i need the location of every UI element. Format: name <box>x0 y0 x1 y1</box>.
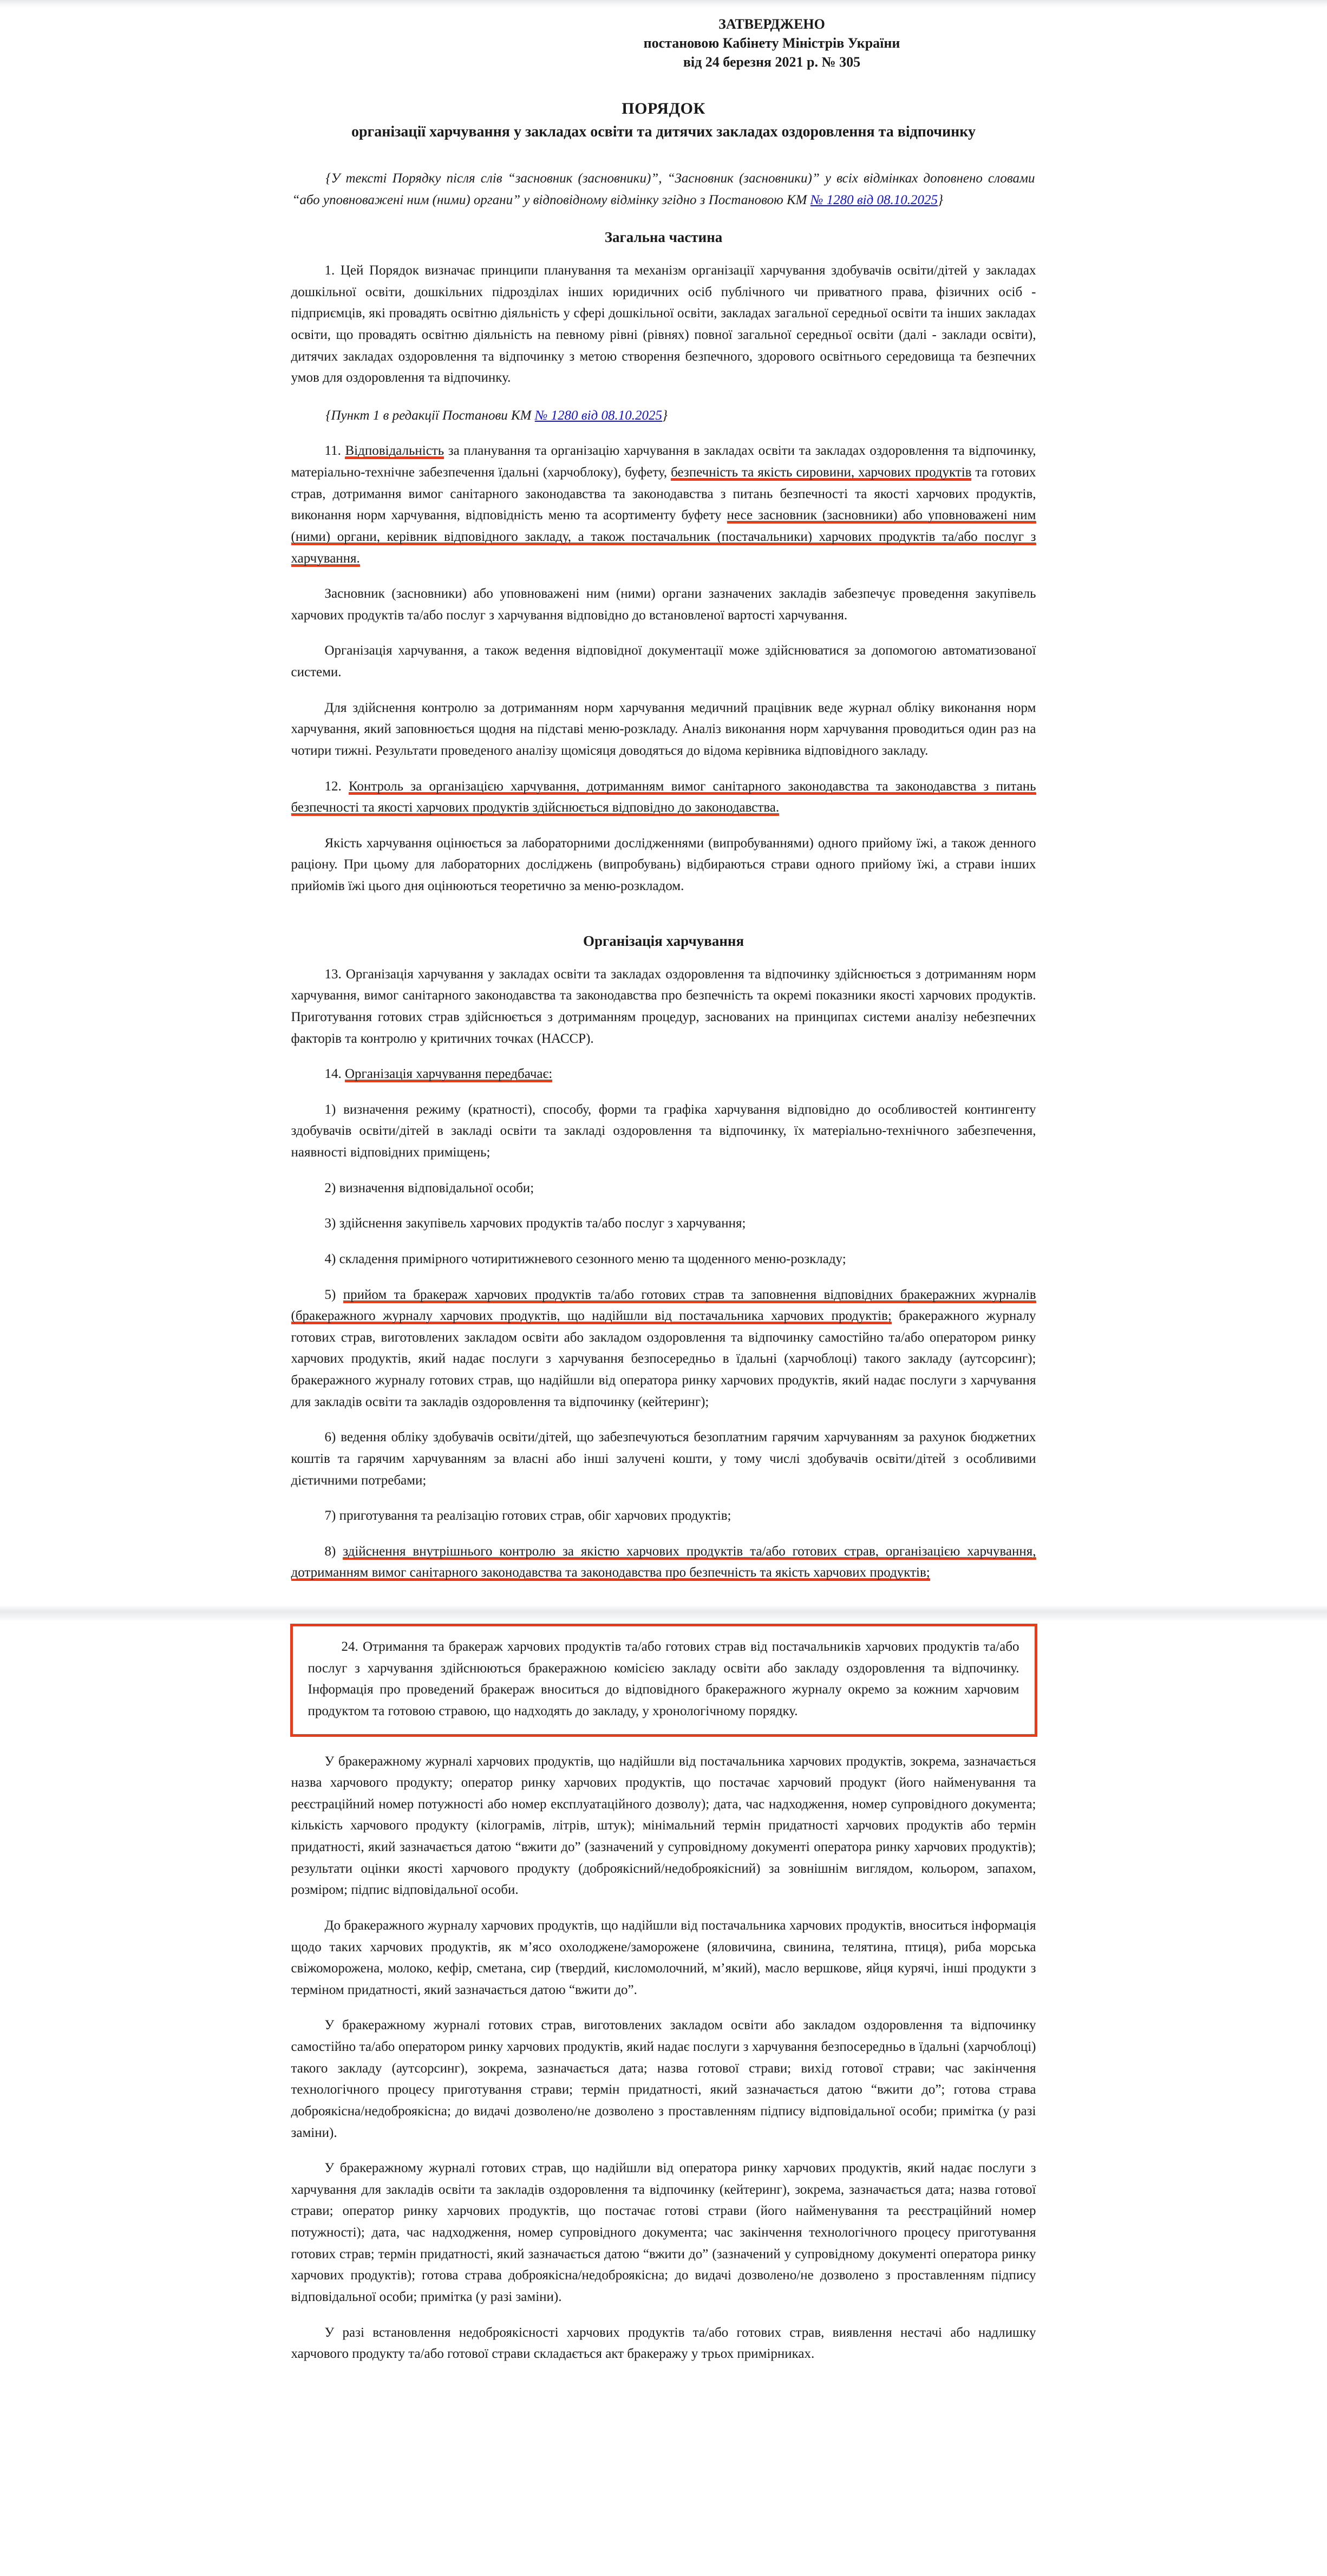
page-subtitle: організації харчування у закладах освіти та дитячих закладах оздоровлення та відпочинку <box>351 123 976 141</box>
list-item-8 <box>290 1541 1037 1584</box>
approval-line-3: від 24 березня 2021 р. № 305 <box>683 54 861 70</box>
list-item-8-marked: здійснення внутрішнього контролю за якістю харчових продуктів та/або готових страв, організацією харчування, дотриманням вимог санітарного законодавства та законодавства про безпечність та якість харчових продуктів; <box>291 1544 1036 1580</box>
list-item-5-rest: бракеражного журналу готових страв, виготовлених закладом освіти або закладом оздоровлення та відпочинку самостійно та/або оператором ринку харчових продуктів, який надає послуги з харчування безпосередньо в їдальні (харчоблоці) такого закладу (аутсорсинг); бракеражного журналу готових страв, що надійшли від оператора ринку харчових продуктів, який надає послуги з харчування для закладів освіти та закладів оздоровлення та відпочинку (кейтеринг); <box>291 1309 1036 1409</box>
heading-general-part: Загальна частина <box>604 229 723 246</box>
page-title: ПОРЯДОК <box>622 100 705 118</box>
list-item-5-number: 5) <box>324 1287 343 1302</box>
editorial-note-p1-after: } <box>662 408 668 423</box>
law-link-1280-p1[interactable]: № 1280 від 08.10.2025 <box>534 408 662 423</box>
paragraph-11-marked-3: несе засновник (засновники) або уповноважені ним (ними) органи, керівник відповідного закладу, а також постачальник (постачальники) харчових продуктів та/або послуг з харчування. <box>291 508 1036 566</box>
paragraph-1: 1. Цей Порядок визначає принципи планування та механізм організації харчування здобувачів освіти/дітей у закладах дошкільної освіти, дошкільних підрозділах інших юридичних осіб публічного чи приватного права, фізичних осіб - підприємців, які провадять освітню діяльність у сфері дошкільної освіти, закладах загальної середньої освіти та інших закладах освіти, що провадять освітню діяльність на певному рівні (рівнях) повної загальної середньої освіти (далі - заклади освіти), дитячих закладах оздоровлення та відпочинку з метою створення безпечного, здорового освітнього середовища та безпечних умов для оздоровлення та відпочинку. <box>291 263 1036 385</box>
paragraph-11-plain-1: за планування та організацію харчування в закладах освіти та закладах оздоровлення та відпочинку, матеріально-технічне забезпечення їдальні (харчоблоку), буфету, <box>291 443 1036 480</box>
paragraph-14-marked: Організація харчування передбачає: <box>345 1067 553 1082</box>
document-page-lower <box>0 1624 1327 2377</box>
paragraph-control-journal: Для здійснення контролю за дотриманням норм харчування медичний працівник веде журнал обліку виконання норм харчування, який заповнюється щодня на підставі меню-розкладу. Аналіз виконання норм харчування проводиться один раз на чотири тижні. Результати проведеного аналізу щомісяця доводяться до відома керівника відповідного закладу. <box>291 700 1036 758</box>
document-content-upper <box>290 0 1037 1605</box>
paragraph-13: 13. Організація харчування у закладах освіти та закладах оздоровлення та відпочинку здійснюється з дотриманням норм харчування, вимог санітарного законодавства та законодавства про безпечність та окремі показники якості харчових продуктів. Приготування готових страв здійснюється з дотриманням процедур, заснованих на принципах системи аналізу небезпечних факторів та контролю у критичних точках (НАССР). <box>291 966 1036 1046</box>
list-item: 1) визначення режиму (кратності), способу, форми та графіка харчування відповідно до особливостей контингенту здобувачів освіти/дітей в закладі освіти та закладі оздоровлення та відпочинку, їх матеріально-технічного забезпечення, наявності відповідних приміщень; <box>291 1102 1036 1160</box>
editorial-note-text-after: } <box>938 192 944 207</box>
paragraph-act-of-brakerazh: У разі встановлення недоброякісності харчових продуктів та/або готових страв, виявлення нестачі або надлишку харчового продукту та/або готової страви складається акт бракеражу у трьох примірниках. <box>291 2325 1036 2362</box>
law-link-1280[interactable]: № 1280 від 08.10.2025 <box>810 192 938 207</box>
list-item: 6) ведення обліку здобувачів освіти/дітей, що забезпечуються безоплатним гарячим харчуванням за рахунок бюджетних коштів та гарячим харчуванням за власні або інші залучені кошти, у тому числі здобувачів освіти/дітей з особливими дієтичними потребами; <box>291 1430 1036 1488</box>
paragraph-food-quality: Якість харчування оцінюється за лабораторними дослідженнями (випробуваннями) одного прийому їжі, а також денного раціону. При цьому для лабораторних досліджень (випробувань) відбираються страви одного прийому їжі, а страви інших прийомів їжі цього дня оцінюються теоретично за меню-розкладом. <box>291 835 1036 894</box>
page-break-separator <box>0 1605 1327 1622</box>
paragraph-journal-products: У бракеражному журналі харчових продуктів, що надійшли від постачальника харчових продуктів, зокрема, зазначається назва харчового продукту; оператор ринку харчових продуктів, що постачає харчовий продукт (його найменування та реєстраційний номер потужності або номер експлуатаційного дозволу); дата, час надходження, номер супровідного документа; кількість харчового продукту (кілограмів, літрів, штук); мінімальний термін придатності харчових продуктів або термін придатності, який зазначається датою “вжити до” (зазначений у супровідному документі оператора ринку харчових продуктів); результати оцінки якості харчового продукту (доброякісний/недоброякісний) за зовнішнім виглядом, кольором, запахом, розміром; підпис відповідальної особи. <box>291 1754 1036 1898</box>
paragraph-12-number: 12. <box>324 779 349 794</box>
approval-line-1: ЗАТВЕРДЖЕНО <box>718 16 825 32</box>
paragraph-journal-catering: У бракеражному журналі готових страв, що надійшли від оператора ринку харчових продуктів, який надає послуги з харчування для закладів освіти та закладів оздоровлення та відпочинку (кейтеринг), зокрема, зазначається дата; назва готової страви; оператор ринку харчових продуктів, що постачає готові страви (його найменування та реєстраційний номер потужності); дата, час надходження, номер супровідного документа; час закінчення технологічного процесу приготування готових страв; термін придатності, який зазначається датою “вжити до” (зазначений у супровідному документі оператора ринку харчових продуктів); готова страва доброякісна/недоброякісна; до видачі дозволено/не дозволено з проставленням підпису відповідальної особи; примітка (у разі заміни). <box>291 2161 1036 2304</box>
paragraph-12-marked: Контроль за організацією харчування, дотриманням вимог санітарного законодавства та законодавства з питань безпечності та якості харчових продуктів здійснюється відповідно до законодавства. <box>291 779 1036 815</box>
paragraph-24: 24. Отримання та бракераж харчових продуктів та/або готових страв від постачальників харчових продуктів та/або послуг з харчування здійснюються бракеражною комісією закладу освіти або закладу оздоровлення та відпочинку. Інформація про проведений бракераж вноситься до відповідного бракеражного журналу окремо за кожним харчовим продуктом та готовою стравою, що надходять до закладу, у хронологічному порядку. <box>308 1639 1019 1718</box>
paragraph-11 <box>290 440 1037 569</box>
list-item: 3) здійснення закупівель харчових продуктів та/або послуг з харчування; <box>324 1216 746 1231</box>
paragraph-11-marked-1: Відповідальність <box>345 443 444 459</box>
paragraph-journal-ready-dishes: У бракеражному журналі готових страв, виготовлених закладом освіти або закладом оздоровлення та відпочинку самостійно та/або оператором ринку харчових продуктів, який надає послуги з харчування безпосередньо в їдальні (харчоблоці) такого закладу (аутсорсинг), зокрема, зазначається дата; назва готової страви; вихід готової страви; час закінчення технологічного процесу приготування страви; термін придатності, який зазначається датою “вжити до”; готова страва доброякісна/недоброякісна; до видачі дозволено/не дозволено з проставленням підпису відповідальної особи; примітка (у разі заміни). <box>291 2018 1036 2140</box>
list-item: 2) визначення відповідальної особи; <box>324 1180 534 1195</box>
editorial-note <box>290 168 1037 211</box>
document-content-lower <box>290 1624 1037 2377</box>
list-item-5 <box>290 1284 1037 1413</box>
paragraph-journal-product-list: До бракеражного журналу харчових продуктів, що надійшли від постачальника харчових продуктів, вноситься інформація щодо таких харчових продуктів, як м’ясо охолоджене/заморожене (яловичина, свинина, телятина, птиця), риба морська свіжоморожена, молоко, кефір, сметана, сир (твердий, кисломолочний, м’який), масло вершкове, яйця курячі, інші продукти з терміном придатності, який зазначається датою “вжити до”. <box>291 1918 1036 1997</box>
editorial-note-text-before: {У тексті Порядку після слів “засновник (засновники)”, “Засновник (засновники)” у всіх відмінках доповнено словами “або уповноважені ним (ними) органи” у відповідному відмінку згідно з Постановою КМ <box>292 171 1035 207</box>
list-item: 4) складення примірного чотиритижневого сезонного меню та щоденного меню-розкладу; <box>324 1251 846 1266</box>
paragraph-11-number: 11. <box>324 443 345 459</box>
list-item-5-marked: прийом та бракераж харчових продуктів та/або готових страв та заповнення відповідних бракеражних журналів (бракеражного журналу харчових продуктів, що надійшли від постачальника харчових продуктів; <box>291 1287 1036 1324</box>
list-item: 7) приготування та реалізацію готових страв, обіг харчових продуктів; <box>324 1508 731 1524</box>
editorial-note-p1-before: {Пункт 1 в редакції Постанови КМ <box>325 408 535 423</box>
list-item-8-number: 8) <box>324 1544 343 1559</box>
approval-line-2: постановою Кабінету Міністрів України <box>643 35 900 51</box>
paragraph-12 <box>290 776 1037 819</box>
paragraph-11-plain-2: та готових страв, дотримання вимог санітарного законодавства та законодавства з питань безпечності та якості харчових продуктів, виконання норм харчування, відповідність меню та асортименту буфету <box>291 465 1036 523</box>
paragraph-automated-system: Організація харчування, а також ведення відповідної документації може здійснюватися за допомогою автоматизованої системи. <box>291 643 1036 680</box>
paragraph-14-number: 14. <box>324 1067 345 1082</box>
heading-food-organization: Організація харчування <box>583 932 744 949</box>
editorial-note-p1 <box>290 405 1037 427</box>
paragraph-11-marked-2: безпечність та якість сировини, харчових продуктів <box>671 465 972 480</box>
spacer <box>290 1584 1037 1605</box>
approval-block <box>518 0 1027 71</box>
paragraph-founder-procurement: Засновник (засновники) або уповноважені ним (ними) органи зазначених закладів забезпечує проведення закупівель харчових продуктів та/або послуг з харчування відповідно до встановленої вартості харчування. <box>291 586 1036 623</box>
callout-box-paragraph-24 <box>290 1624 1037 1737</box>
spacer-bottom <box>290 2365 1037 2377</box>
paragraph-14 <box>290 1063 1037 1085</box>
